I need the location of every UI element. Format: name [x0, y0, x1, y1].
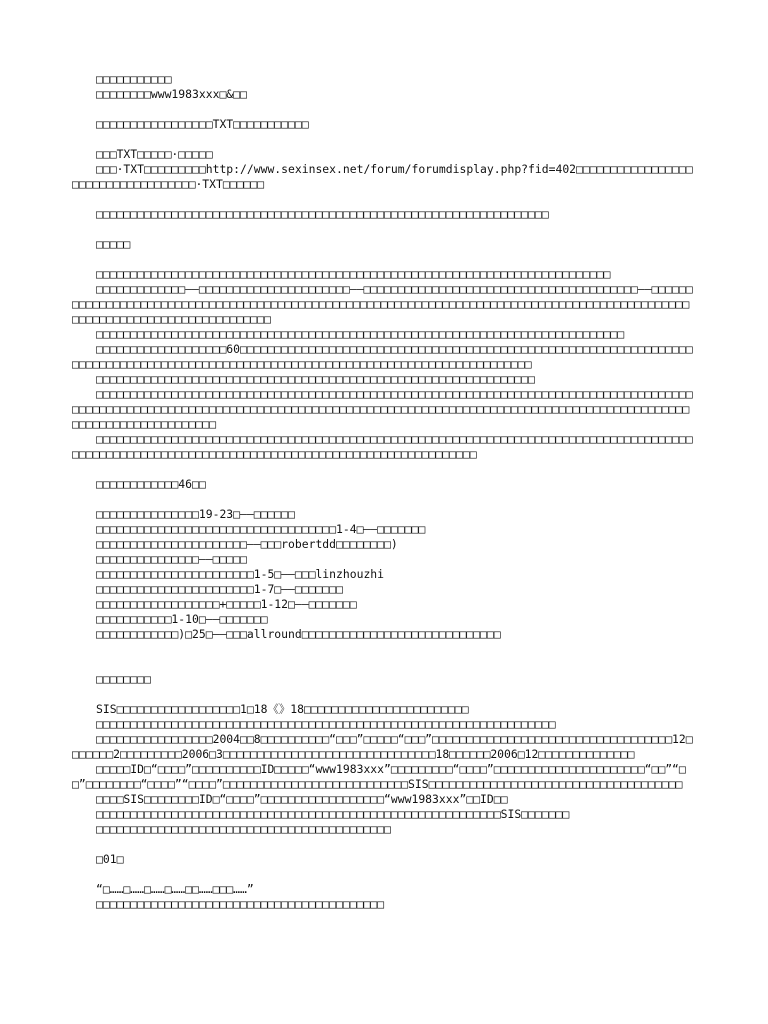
- chapter-paragraph: “□……□……□……□……□□……□□□……”: [96, 882, 254, 896]
- preface-paragraph: □□□□□□□□□□□□□□□□□□□□□□□□□□□□□□□□□□□□□□□□□□□□□□□□□□□□□□□□□□□□□□□□□□□□□□□□□□□□□□□□□□□□□□□□□□□□□□□□□□□□□□□□□□□□□□□□□□□□□□□□□□□□□□□□□□□□□□□□□□□□□□□□□□: [72, 432, 693, 461]
- foreword-paragraph: □□□□□□□□□□□□□□□□□□□□□□□□□□□□□□□□□□□□□□□□□□□□□□□□□□□□□□□□□□□SIS□□□□□□□: [96, 807, 570, 821]
- foreword-paragraph: SIS□□□□□□□□□□□□□□□□□□1□18《》18□□□□□□□□□□□□□□□□□□□□□□□□: [96, 702, 469, 716]
- chapter-heading: □01□: [96, 852, 124, 866]
- preface-paragraph: □□□□□□□□□□□□□□□□□□□□□□□□□□□□□□□□□□□□□□□□□□□□□□□□□□□□□□□□□□□□□□□□□□□□□□□□□□□□□□□□□□□□□□□□□□□□□□□□□□□□□□□□□□□□□□□□□□□□□□□□□□□□□□□□□□□□□□□□□□□□□□□□□□□□□□□□□□□□□□□□□□□□□□□□□□□□□□□□□□□□□□□□□□□□□□□□□□□□□□: [72, 387, 693, 431]
- foreword-paragraph: □□□□□□□□□□□□□□□□□□□□□□□□□□□□□□□□□□□□□□□□□□□□□□□□□□□□□□□□□□□□□□□□□□□: [96, 717, 556, 731]
- source-url-paragraph: □□□·TXT□□□□□□□□□http://www.sexinsex.net/forum/forumdisplay.php?fid=402□□□□□□□□□□□□□□□□□□□□□□□□□□□□□□□□□□□·TXT□□□□□□: [72, 162, 693, 191]
- foreword-paragraph: □□□□□□□□□□□□□□□□□2004□□8□□□□□□□□□□“□□□”□□□□□“□□□”□□□□□□□□□□□□□□□□□□□□□□□□□□□□□□□□□□□12□□□□□□□2□□□□□□□□□2006□3□□□□□□□□□□□□□□□□□□□□□□□□□□□□□□□18□□□□□□2006□12□□□□□□□□□□□□□□: [72, 732, 693, 761]
- credit-line: □□□□□□□□□□□□□□□□□□□□□□□1-7□——□□□□□□□: [96, 582, 343, 596]
- credit-line: □□□□□□□□□□□□□□□□□□□□□□□1-5□——□□□linzhouzhi: [96, 567, 385, 581]
- foreword-paragraph: □□□□□□□□□□□□□□□□□□□□□□□□□□□□□□□□□□□□□□□□□□□: [96, 822, 391, 836]
- notice-paragraph: □□□□□□□□□□□□□□□□□□□□□□□□□□□□□□□□□□□□□□□□□□□□□□□□□□□□□□□□□□□□□□□□□□: [96, 207, 549, 221]
- preface-paragraph: □□□□□□□□□□□□□□□□□□□60□□□□□□□□□□□□□□□□□□□□□□□□□□□□□□□□□□□□□□□□□□□□□□□□□□□□□□□□□□□□□□□□□□□□□□□□□□□□□□□□□□□□□□□□□□□□□□□□□□□□□□□□□□□□□□□□□□□□□□□□□□□□□□□□□□□□□: [72, 342, 693, 371]
- credit-line: □□□□□□□□□□□□)□25□——□□□allround□□□□□□□□□□□□□□□□□□□□□□□□□□□□□: [96, 627, 501, 641]
- author-line: □□□□□□□□www1983xxx□&□□: [96, 87, 247, 101]
- preface-heading: □□□□□: [96, 237, 131, 251]
- credit-line: □□□□□□□□□□□□□□□□□□□□□□——□□□robertdd□□□□□□□□): [96, 537, 398, 551]
- credit-line: □□□□□□□□□□□□□□□——□□□□□: [96, 552, 247, 566]
- credit-line: □□□□□□□□□□□□□□□□□□□□□□□□□□□□□□□□□□□1-4□——□□□□□□□: [96, 522, 426, 536]
- preface-paragraph: □□□□□□□□□□□□□□□□□□□□□□□□□□□□□□□□□□□□□□□□□□□□□□□□□□□□□□□□□□□□□□□□: [96, 372, 535, 386]
- preface-paragraph: □□□□□□□□□□□□□□□□□□□□□□□□□□□□□□□□□□□□□□□□□□□□□□□□□□□□□□□□□□□□□□□□□□□□□□□□□□□□□: [96, 327, 625, 341]
- credit-line: □□□□□□□□□□□1-10□——□□□□□□□: [96, 612, 268, 626]
- title-line: □□□□□□□□□□□: [96, 72, 172, 86]
- source-line: □□□TXT□□□□□·□□□□□: [96, 147, 213, 161]
- chapter-paragraph: □□□□□□□□□□□□□□□□□□□□□□□□□□□□□□□□□□□□□□□□□□: [96, 897, 385, 911]
- document-page: [72, 72, 696, 912]
- preface-paragraph: □□□□□□□□□□□□□——□□□□□□□□□□□□□□□□□□□□□□——□□□□□□□□□□□□□□□□□□□□□□□□□□□□□□□□□□□□□□□□——□□□□□□□□□□□□□□□□□□□□□□□□□□□□□□□□□□□□□□□□□□□□□□□□□□□□□□□□□□□□□□□□□□□□□□□□□□□□□□□□□□□□□□□□□□□□□□□□□□□□□□□□□□□□□□□□□□□□□□□□□□□□□: [72, 282, 693, 326]
- credit-line: □□□□□□□□□□□□□□□19-23□——□□□□□□: [96, 507, 295, 521]
- foreword-heading: □□□□□□□□: [96, 672, 151, 686]
- credit-line: □□□□□□□□□□□□□□□□□□+□□□□□1-12□——□□□□□□□: [96, 597, 357, 611]
- foreword-paragraph: □□□□□ID□“□□□□”□□□□□□□□□□ID□□□□□“www1983xxx”□□□□□□□□□“□□□□”□□□□□□□□□□□□□□□□□□□□□□“□□”“□□”□□□□□□□□“□□□□”“□□□□”□□□□□□□□□□□□□□□□□□□□□□□□□□□SIS□□□□□□□□□□□□□□□□□□□□□□□□□□□□□□□□□□□□□: [72, 762, 686, 791]
- intro-line: □□□□□□□□□□□□□□□□□TXT□□□□□□□□□□□: [96, 117, 309, 131]
- preface-paragraph: □□□□□□□□□□□□□□□□□□□□□□□□□□□□□□□□□□□□□□□□□□□□□□□□□□□□□□□□□□□□□□□□□□□□□□□□□□□: [96, 267, 611, 281]
- foreword-paragraph: □□□□SIS□□□□□□□□ID□“□□□□”□□□□□□□□□□□□□□□□□□“www1983xxx”□□ID□□: [96, 792, 508, 806]
- credits-heading: □□□□□□□□□□□□46□□: [96, 477, 206, 491]
